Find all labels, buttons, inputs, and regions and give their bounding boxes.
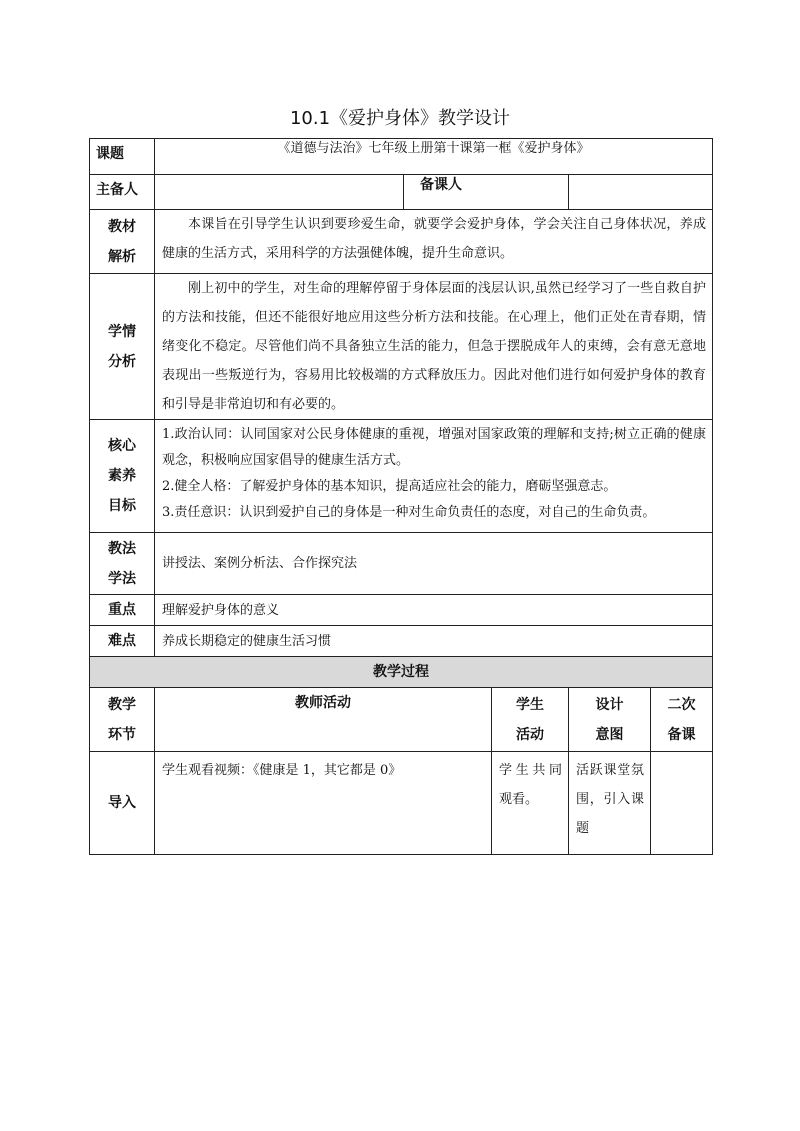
intent-header-line1: 设计 xyxy=(595,696,624,713)
page-title: 10.1《爱护身体》教学设计 xyxy=(289,108,511,129)
core-item-2: 2.健全人格：了解爱护身体的基本知识，提高适应社会的能力，磨砺坚强意志。 xyxy=(162,479,617,494)
material-label-line2: 解析 xyxy=(108,248,136,265)
method-label-line1: 教法 xyxy=(108,540,136,557)
student-activity-header-line1: 学生 xyxy=(516,696,544,713)
method-text: 讲授法、案例分析法、合作探究法 xyxy=(155,533,713,595)
topic-label: 课题 xyxy=(90,139,155,175)
teacher-header: 教师活动 xyxy=(155,688,492,752)
difficult-label: 难点 xyxy=(90,626,155,657)
process-heading: 教学过程 xyxy=(90,657,713,688)
material-label-line1: 教材 xyxy=(108,218,136,235)
intro-teacher: 学生观看视频：《健康是 1，其它都是 0》 xyxy=(155,752,492,855)
process-row xyxy=(90,657,713,688)
material-text: 本课旨在引导学生认识到要珍爱生命，就要学会爱护身体，学会关注自己身体状况，养成健康的生活方式，采用科学的方法强健体魄，提升生命意识。 xyxy=(155,210,713,274)
intro-label: 导入 xyxy=(90,752,155,855)
method-label-line2: 学法 xyxy=(108,570,136,587)
core-label-line2: 素养 xyxy=(108,468,136,484)
intent-header-line2: 意图 xyxy=(595,726,624,743)
core-label-line3: 目标 xyxy=(108,498,136,514)
second-prep-header-line1: 二次 xyxy=(667,696,696,713)
method-label xyxy=(90,533,155,595)
co-preparer-value xyxy=(569,175,713,210)
preparer-label: 主备人 xyxy=(90,175,155,210)
core-label-line1: 核心 xyxy=(108,438,136,454)
second-prep-header xyxy=(651,688,713,752)
method-row xyxy=(90,533,713,595)
key-label: 重点 xyxy=(90,595,155,626)
intro-second xyxy=(651,752,713,855)
co-preparer-label: 备课人 xyxy=(420,177,462,193)
student-text: 刚上初中的学生，对生命的理解停留于身体层面的浅层认识,虽然已经学习了一些自救自护的方法和技能，但还不能很好地应用这些分析方法和技能。在心理上，他们正处在青春期，情绪变化不稳定。尽管他们尚不具备独立生活的能力，但急于摆脱成年人的束缚，会有意无意地表现出一些叛逆行为，容易用比较极端的方式释放压力。因此对他们进行如何爱护身体的教育和引导是非常迫切和有必要的。 xyxy=(155,274,713,420)
core-row xyxy=(90,420,713,533)
student-label-line2: 分析 xyxy=(108,353,136,370)
material-row xyxy=(90,210,713,274)
preparer-value xyxy=(155,175,404,209)
intro-row xyxy=(90,752,713,855)
process-header-row xyxy=(90,688,713,752)
stage-header-line1: 教学 xyxy=(108,696,136,713)
student-activity-header xyxy=(492,688,569,752)
preparer-cell xyxy=(155,175,569,210)
intent-header xyxy=(569,688,651,752)
intro-intent: 活跃课堂氛围，引入课题 xyxy=(569,752,651,855)
second-prep-header-line2: 备课 xyxy=(667,726,696,743)
lesson-plan-table xyxy=(89,138,713,855)
key-text: 理解爱护身体的意义 xyxy=(155,595,713,626)
core-label xyxy=(90,420,155,533)
stage-header xyxy=(90,688,155,752)
stage-header-line2: 环节 xyxy=(108,726,136,743)
student-row xyxy=(90,274,713,420)
student-label xyxy=(90,274,155,420)
key-row xyxy=(90,595,713,626)
core-text xyxy=(155,420,713,533)
core-item-1: 1.政治认同：认同国家对公民身体健康的重视，增强对国家政策的理解和支持;树立正确的健康观念，积极响应国家倡导的健康生活方式。 xyxy=(162,427,707,468)
difficult-row xyxy=(90,626,713,657)
core-item-3: 3.责任意识：认识到爱护自己的身体是一种对生命负责任的态度，对自己的生命负责。 xyxy=(162,505,656,520)
student-activity-header-line2: 活动 xyxy=(516,726,544,743)
difficult-text: 养成长期稳定的健康生活习惯 xyxy=(155,626,713,657)
material-label xyxy=(90,210,155,274)
preparer-row xyxy=(90,175,713,210)
student-label-line1: 学情 xyxy=(108,323,136,340)
topic-value: 《道德与法治》七年级上册第十课第一框《爱护身体》 xyxy=(155,139,713,175)
topic-row xyxy=(90,139,713,175)
intro-student: 学生共同观看。 xyxy=(492,752,569,855)
